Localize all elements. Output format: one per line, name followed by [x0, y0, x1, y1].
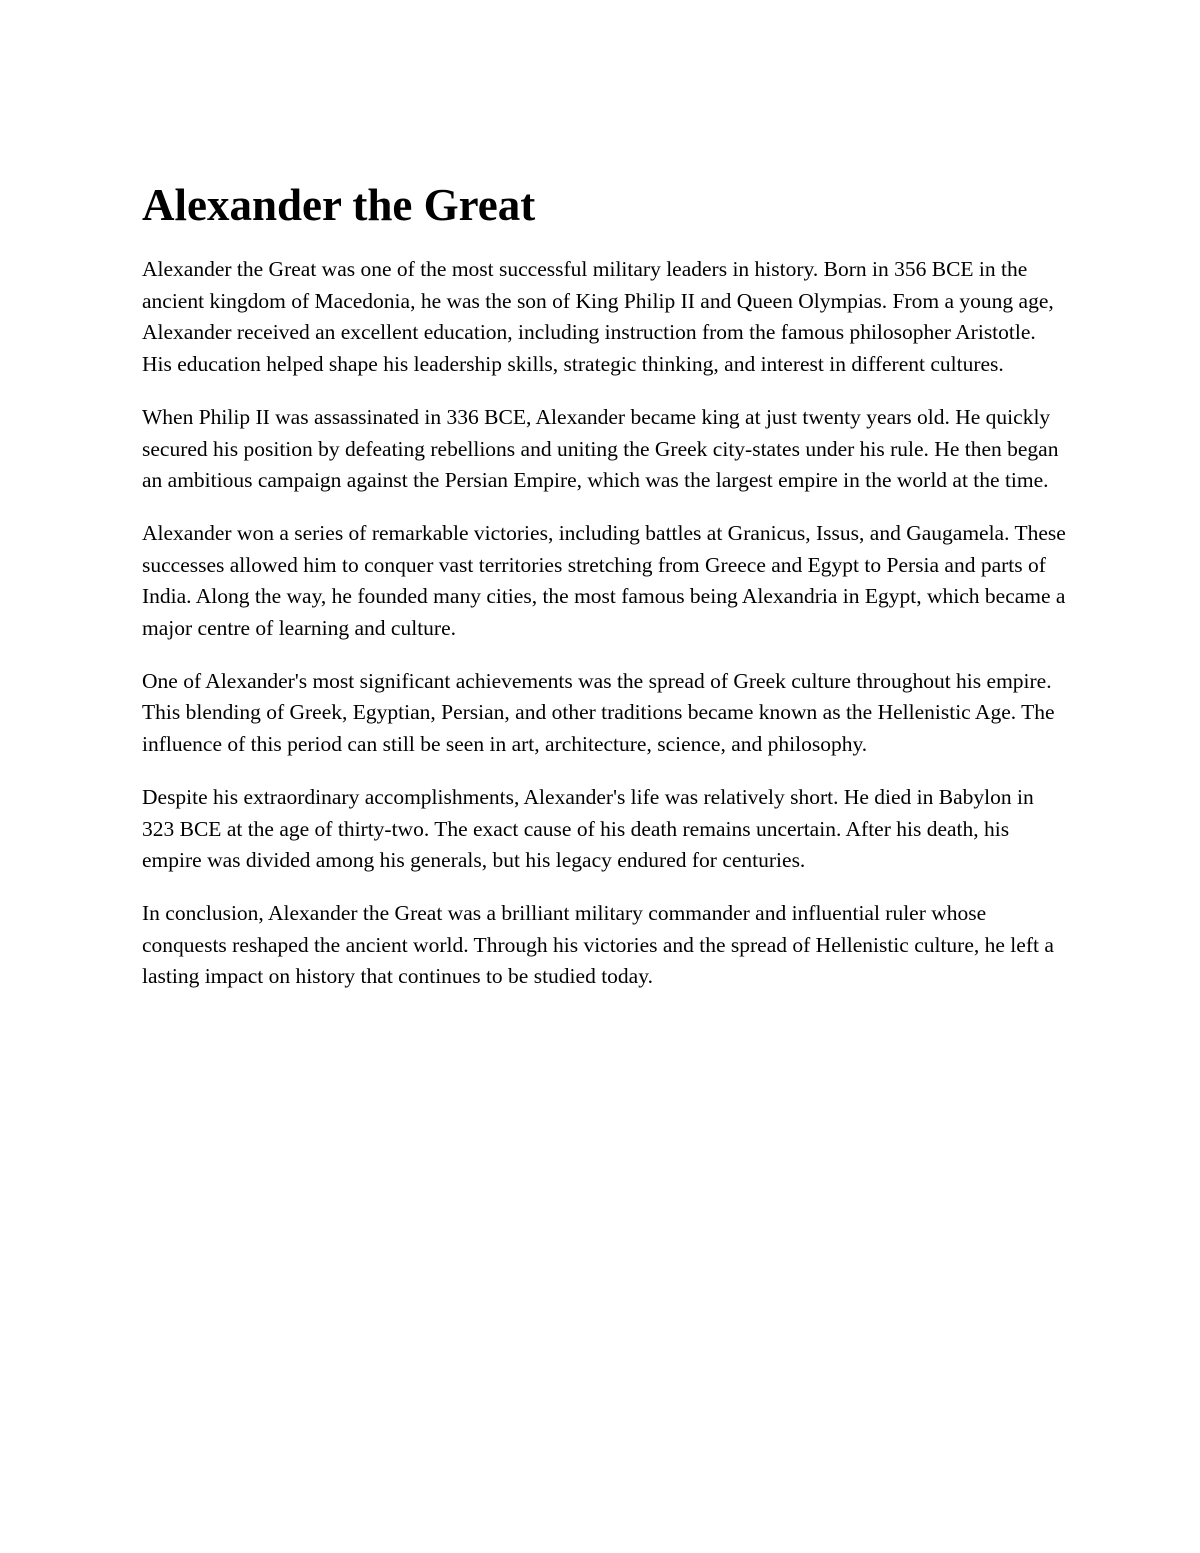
- paragraph-hellenistic-culture: One of Alexander's most significant achievements was the spread of Greek culture throughout his empire. This blending of Greek, Egyptian, Persian, and other traditions became known as the Hellenistic Age. The influence of this period can still be seen in art, architecture, science, and philosophy.: [142, 668, 1055, 757]
- paragraph-biography-intro: Alexander the Great was one of the most successful military leaders in history. Born in 356 BCE in the ancient kingdom of Macedonia, he was the son of King Philip II and Queen Olympias. From a young age, Alexander received an excellent education, including instruction from the famous philosopher Aristotle. His education helped shape his leadership skills, strategic thinking, and interest in different cultures.: [142, 257, 1054, 377]
- paragraph-conclusion: In conclusion, Alexander the Great was a brilliant military commander and influential ruler whose conquests reshaped the ancient world. Through his victories and the spread of Hellenistic culture, he left a lasting impact on history that continues to be studied today.: [142, 900, 1054, 989]
- document-body: [142, 176, 1067, 1014]
- paragraph-death: Despite his extraordinary accomplishments, Alexander's life was relatively short. He died in Babylon in 323 BCE at the age of thirty-two. The exact cause of his death remains uncertain. After his death, his empire was divided among his generals, but his legacy endured for centuries.: [142, 784, 1034, 873]
- paragraph-becoming-king: When Philip II was assassinated in 336 BCE, Alexander became king at just twenty years old. He quickly secured his position by defeating rebellions and uniting the Greek city-states under his rule. He then began an ambitious campaign against the Persian Empire, which was the largest empire in the world at the time.: [142, 404, 1059, 493]
- document-title: Alexander the Great: [142, 180, 536, 230]
- paragraph-victories: Alexander won a series of remarkable victories, including battles at Granicus, Issus, and Gaugamela. These successes allowed him to conquer vast territories stretching from Greece and Egypt to Persia and parts of India. Along the way, he founded many cities, the most famous being Alexandria in Egypt, which became a major centre of learning and culture.: [142, 520, 1066, 641]
